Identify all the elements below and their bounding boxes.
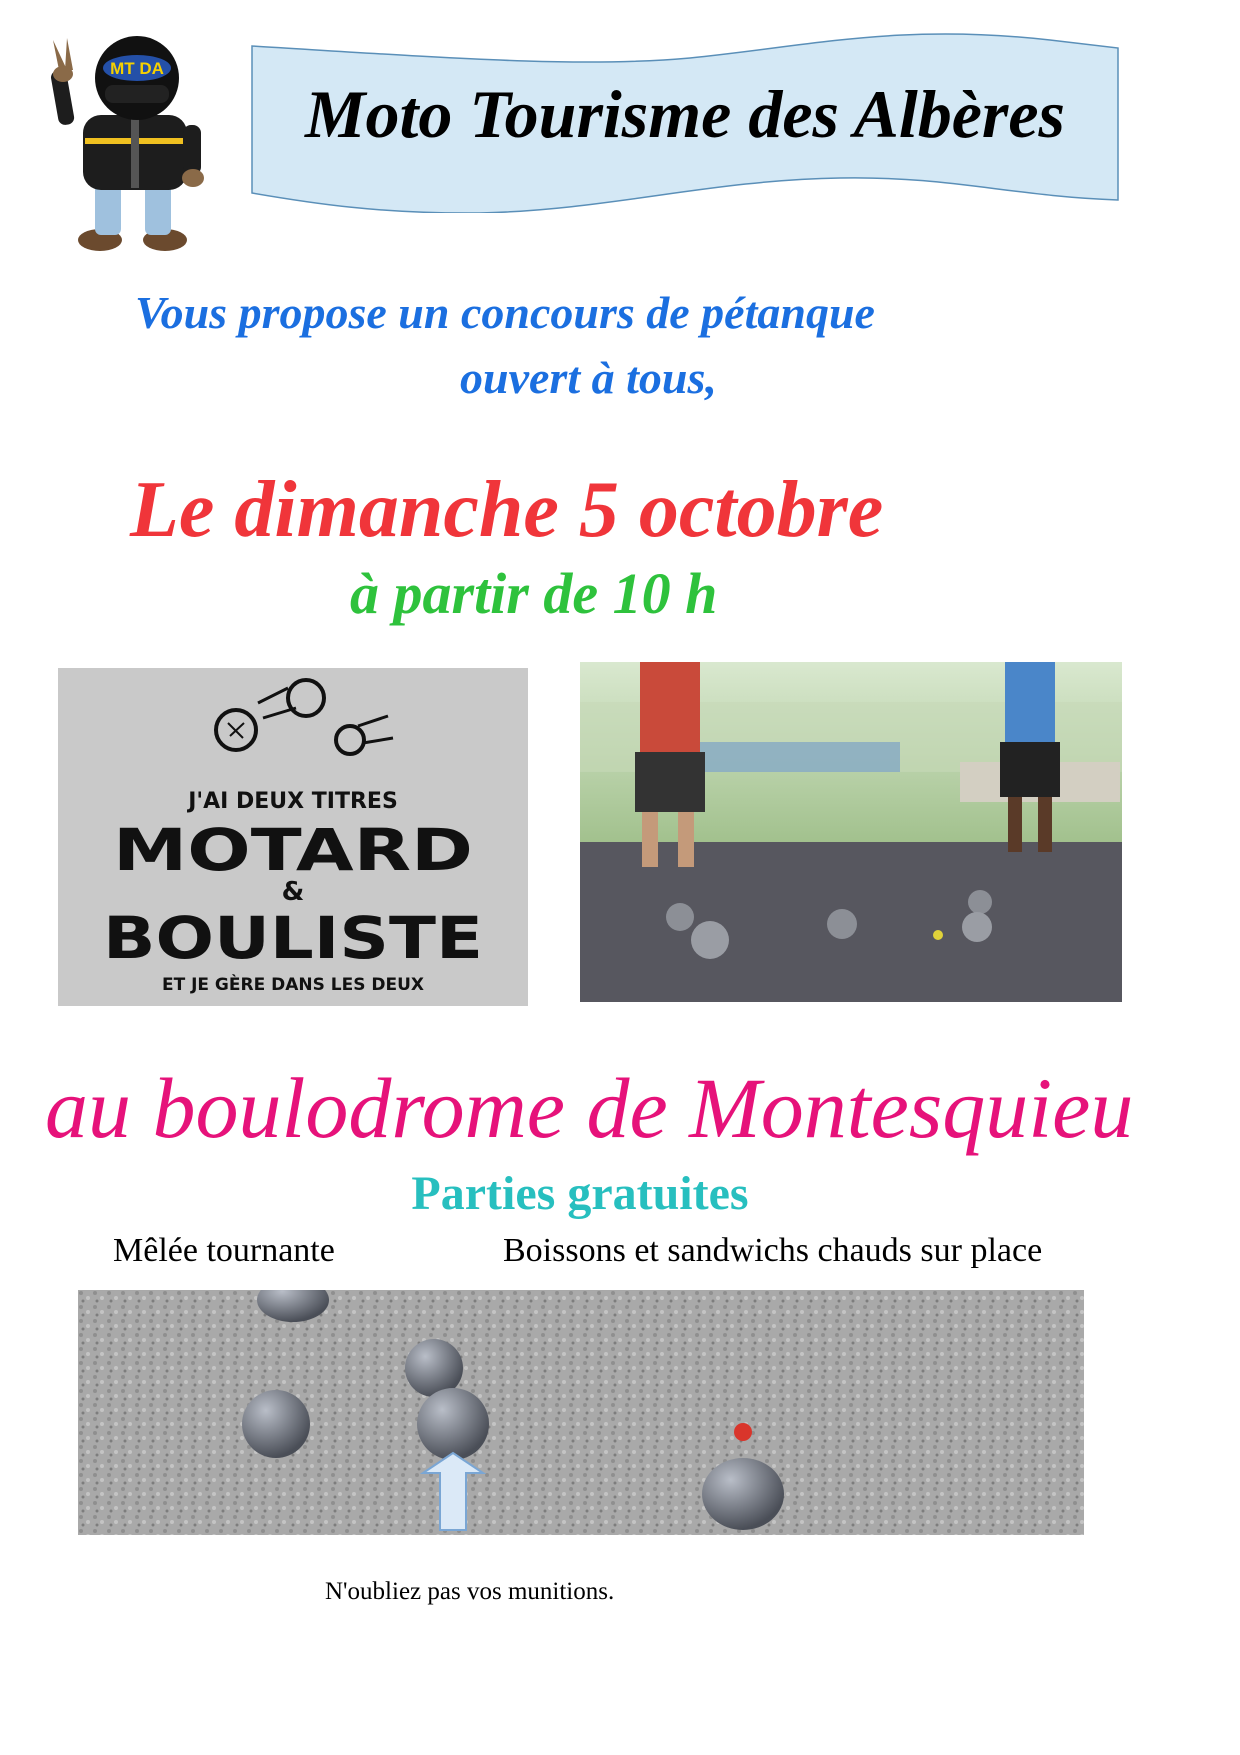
motard-line-3: & [281, 877, 305, 907]
event-time: à partir de 10 h [350, 561, 718, 626]
game-format: Mêlée tournante [113, 1232, 335, 1269]
players-photo [580, 662, 1122, 1002]
motard-bouliste-image [58, 668, 528, 1006]
logo-text: MT DA [110, 59, 164, 78]
motard-line-2: MOTARD [113, 816, 473, 884]
free-games: Parties gratuites [411, 1167, 749, 1220]
motard-line-4: BOULISTE [103, 904, 483, 972]
boules-gravel-photo [78, 1290, 1084, 1535]
mtda-biker-logo [45, 30, 225, 255]
intro-line-2: ouvert à tous, [460, 352, 717, 403]
motard-line-5: ET JE GÈRE DANS LES DEUX [161, 975, 425, 995]
club-title: Moto Tourisme des Albères [304, 76, 1066, 152]
intro-line-1: Vous propose un concours de pétanque [135, 287, 875, 338]
refreshments-info: Boissons et sandwichs chauds sur place [503, 1232, 1043, 1269]
motard-line-1: J'AI DEUX TITRES [188, 789, 398, 814]
venue-title: au boulodrome de Montesquieu [45, 1060, 1134, 1156]
petanque-balls-sketch-icon [58, 668, 528, 1006]
reminder-note: N'oubliez pas vos munitions. [325, 1578, 615, 1605]
event-date: Le dimanche 5 octobre [130, 466, 884, 554]
